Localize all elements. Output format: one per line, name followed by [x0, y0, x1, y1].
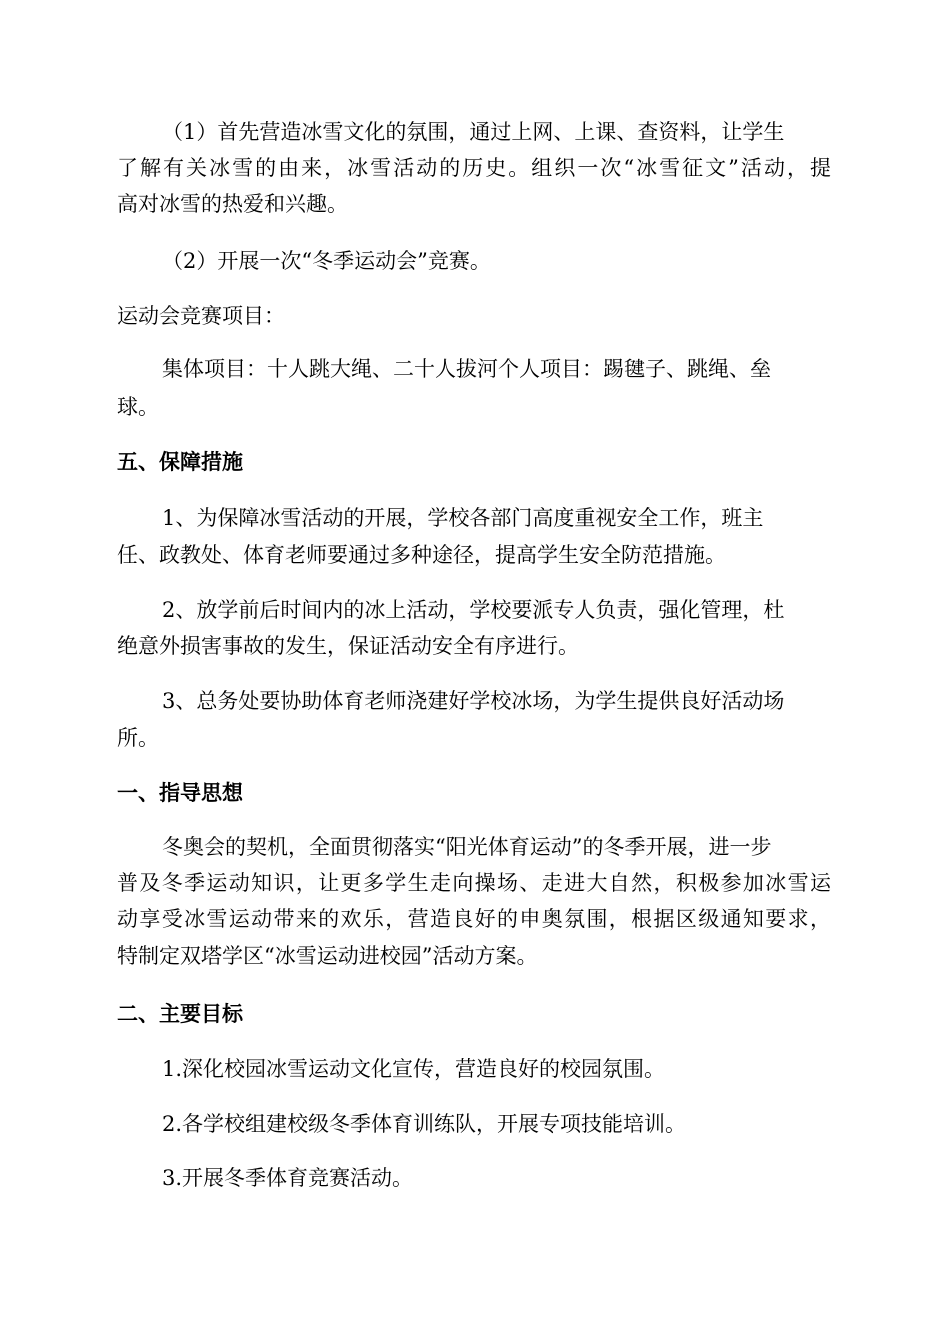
goal-item: 1.深化校园冰雪运动文化宣传，营造良好的校园氛围。 — [162, 1057, 666, 1081]
paragraph-line: 3、总务处要协助体育老师浇建好学校冰场，为学生提供良好活动场 — [162, 689, 785, 713]
section-heading: 五、保障措施 — [117, 450, 243, 474]
paragraph-line: （2）开展一次“冬季运动会”竞赛。 — [162, 249, 491, 273]
paragraph-line: 2、放学前后时间内的冰上活动，学校要派专人负责，强化管理，杜 — [162, 598, 785, 622]
paragraph-line: 了解有关冰雪的由来，冰雪活动的历史。组织一次“冰雪征文”活动，提 — [117, 156, 831, 180]
paragraph-line: 运动会竞赛项目： — [117, 304, 285, 328]
paragraph-line: 普及冬季运动知识，让更多学生走向操场、走进大自然，积极参加冰雪运 — [117, 871, 831, 895]
goal-item: 2.各学校组建校级冬季体育训练队，开展专项技能培训。 — [162, 1112, 687, 1136]
paragraph-line: 动享受冰雪运动带来的欢乐，营造良好的申奥氛围，根据区级通知要求， — [117, 907, 831, 931]
paragraph-line: （1）首先营造冰雪文化的氛围，通过上网、上课、查资料，让学生 — [162, 120, 785, 144]
paragraph-line: 冬奥会的契机，全面贯彻落实“阳光体育运动”的冬季开展，进一步 — [162, 835, 772, 859]
paragraph-line: 特制定双塔学区“冰雪运动进校园”活动方案。 — [117, 944, 538, 968]
paragraph-line: 所。 — [117, 726, 159, 750]
paragraph-line: 1、为保障冰雪活动的开展，学校各部门高度重视安全工作，班主 — [162, 506, 764, 530]
paragraph-line: 球。 — [117, 395, 159, 419]
goal-item: 3.开展冬季体育竞赛活动。 — [162, 1166, 414, 1190]
paragraph-line: 集体项目：十人跳大绳、二十人拔河个人项目：踢毽子、跳绳、垒 — [162, 357, 771, 381]
section-heading: 一、指导思想 — [117, 781, 243, 805]
section-heading: 二、主要目标 — [117, 1002, 243, 1026]
paragraph-line: 任、政教处、体育老师要通过多种途径，提高学生安全防范措施。 — [117, 543, 726, 567]
paragraph-line: 高对冰雪的热爱和兴趣。 — [117, 192, 348, 216]
paragraph-line: 绝意外损害事故的发生，保证活动安全有序进行。 — [117, 634, 579, 658]
